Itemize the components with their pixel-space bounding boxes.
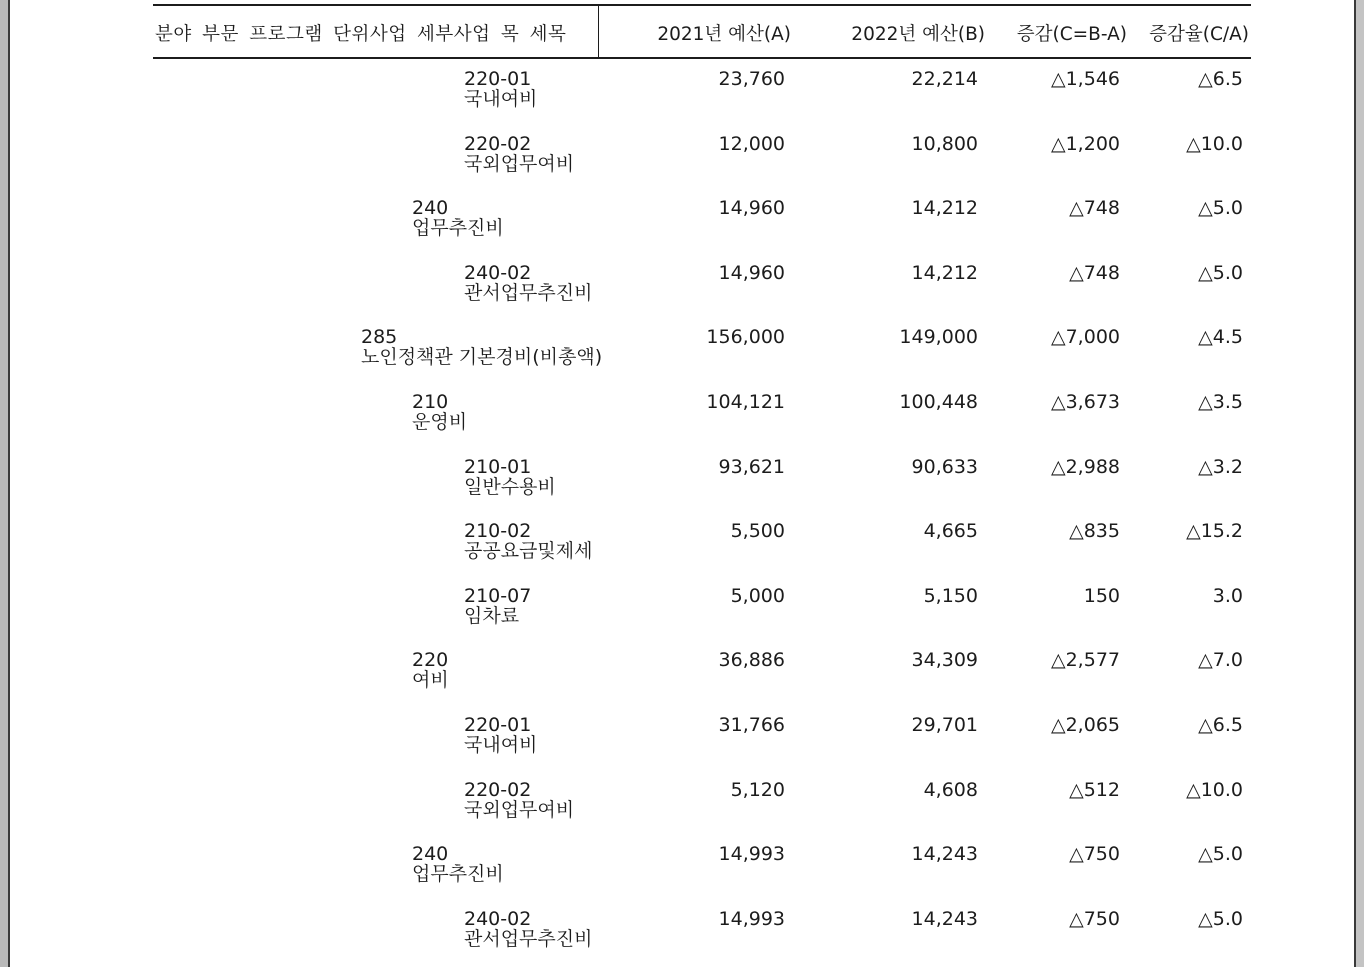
cell-budget-2021: 5,120	[730, 778, 785, 801]
row-code: 210-01	[464, 455, 532, 478]
table-body	[153, 59, 1251, 963]
row-name: 운영비	[412, 410, 468, 433]
row-label	[464, 715, 537, 755]
cell-change-rate: △7.0	[1198, 649, 1243, 672]
cell-budget-2022: 29,701	[911, 713, 978, 736]
header-change-rate: 증감율(C/A)	[1149, 24, 1249, 45]
row-label	[361, 327, 602, 367]
row-label	[464, 69, 537, 109]
row-label	[412, 392, 467, 432]
cell-budget-2021: 5,000	[730, 584, 785, 607]
cell-change: △3,673	[1050, 390, 1120, 413]
table-row	[153, 834, 1251, 899]
budget-table	[153, 4, 1251, 963]
row-label	[464, 134, 574, 174]
cell-budget-2021: 14,993	[718, 907, 785, 930]
row-code: 210-02	[464, 520, 532, 543]
window-right-border	[1354, 0, 1364, 967]
cell-budget-2022: 14,212	[911, 197, 978, 220]
cell-change-rate: △10.0	[1186, 132, 1243, 155]
row-name: 관서업무추진비	[464, 927, 593, 950]
row-label	[464, 780, 574, 820]
cell-budget-2021: 93,621	[718, 455, 785, 478]
cell-budget-2021: 104,121	[706, 390, 785, 413]
table-row	[153, 447, 1251, 512]
cell-budget-2022: 22,214	[911, 68, 978, 90]
cell-budget-2021: 156,000	[706, 326, 785, 349]
cell-change: △750	[1069, 907, 1120, 930]
cell-budget-2022: 4,608	[923, 778, 978, 801]
row-code: 240-02	[464, 907, 532, 930]
cell-change-rate: △15.2	[1186, 520, 1243, 543]
row-label	[412, 844, 504, 884]
cell-budget-2022: 34,309	[911, 649, 978, 672]
row-label	[464, 521, 592, 561]
table-row	[153, 253, 1251, 318]
cell-budget-2021: 14,960	[718, 261, 785, 284]
row-name: 국외업무여비	[464, 798, 575, 821]
row-code: 285	[361, 326, 398, 349]
cell-change-rate: △5.0	[1198, 907, 1243, 930]
table-row	[153, 640, 1251, 705]
cell-budget-2021: 14,993	[718, 843, 785, 866]
cell-budget-2021: 14,960	[718, 197, 785, 220]
row-code: 220	[412, 649, 449, 672]
table-row	[153, 124, 1251, 189]
row-name: 여비	[412, 669, 449, 692]
table-header	[153, 4, 1251, 59]
cell-change: △7,000	[1050, 326, 1120, 349]
cell-change: △2,988	[1050, 455, 1120, 478]
row-label	[464, 586, 531, 626]
row-label	[464, 909, 592, 949]
row-name: 공공요금및제세	[464, 540, 593, 563]
header-budget-2022: 2022년 예산(B)	[851, 24, 985, 45]
cell-change-rate: △6.5	[1198, 68, 1243, 90]
cell-budget-2022: 149,000	[899, 326, 978, 349]
row-name: 임차료	[464, 604, 520, 627]
header-divider	[598, 6, 599, 57]
cell-change: △835	[1069, 520, 1120, 543]
cell-change-rate: △3.5	[1198, 390, 1243, 413]
table-row	[153, 770, 1251, 835]
cell-change-rate: △5.0	[1198, 261, 1243, 284]
table-row	[153, 899, 1251, 964]
row-name: 노인정책관 기본경비(비총액)	[361, 346, 603, 369]
table-row	[153, 382, 1251, 447]
row-label	[412, 198, 504, 238]
row-code: 240-02	[464, 261, 532, 284]
cell-change: △2,065	[1050, 713, 1120, 736]
row-label	[464, 263, 592, 303]
table-row	[153, 188, 1251, 253]
cell-change-rate: △3.2	[1198, 455, 1243, 478]
row-name: 국내여비	[464, 88, 538, 110]
row-label	[464, 457, 556, 497]
cell-budget-2021: 5,500	[730, 520, 785, 543]
window-left-border	[0, 0, 10, 967]
cell-budget-2022: 4,665	[923, 520, 978, 543]
cell-budget-2022: 90,633	[911, 455, 978, 478]
row-name: 일반수용비	[464, 475, 556, 498]
header-change: 증감(C=B-A)	[1016, 24, 1127, 45]
cell-change: △512	[1069, 778, 1120, 801]
cell-budget-2022: 14,243	[911, 907, 978, 930]
row-code: 240	[412, 843, 449, 866]
row-name: 업무추진비	[412, 863, 504, 886]
cell-budget-2022: 14,243	[911, 843, 978, 866]
header-budget-2021: 2021년 예산(A)	[657, 24, 791, 45]
cell-budget-2021: 23,760	[718, 68, 785, 90]
cell-change: △748	[1069, 261, 1120, 284]
header-hierarchy: 분야 부문 프로그램 단위사업 세부사업 목 세목	[155, 24, 567, 45]
table-row	[153, 317, 1251, 382]
row-code: 220-01	[464, 713, 532, 736]
cell-change-rate: △4.5	[1198, 326, 1243, 349]
row-name: 국외업무여비	[464, 152, 575, 175]
row-code: 210	[412, 390, 449, 413]
cell-change: 150	[1083, 584, 1120, 607]
row-code: 240	[412, 197, 449, 220]
cell-change: △1,200	[1050, 132, 1120, 155]
cell-change-rate: △5.0	[1198, 197, 1243, 220]
cell-budget-2022: 14,212	[911, 261, 978, 284]
row-name: 국내여비	[464, 733, 538, 756]
cell-change-rate: △10.0	[1186, 778, 1243, 801]
row-code: 220-02	[464, 778, 532, 801]
row-code: 220-02	[464, 132, 532, 155]
table-row	[153, 576, 1251, 641]
row-name: 관서업무추진비	[464, 281, 593, 304]
row-name: 업무추진비	[412, 217, 504, 240]
row-label	[412, 650, 449, 690]
cell-change-rate: △5.0	[1198, 843, 1243, 866]
cell-budget-2021: 12,000	[718, 132, 785, 155]
cell-change-rate: △6.5	[1198, 713, 1243, 736]
cell-change: △2,577	[1050, 649, 1120, 672]
cell-change-rate: 3.0	[1212, 584, 1243, 607]
table-row	[153, 705, 1251, 770]
row-code: 210-07	[464, 584, 532, 607]
cell-budget-2022: 10,800	[911, 132, 978, 155]
cell-budget-2021: 31,766	[718, 713, 785, 736]
cell-change: △748	[1069, 197, 1120, 220]
cell-change: △750	[1069, 843, 1120, 866]
cell-budget-2022: 100,448	[899, 390, 978, 413]
table-row	[153, 59, 1251, 124]
row-code: 220-01	[464, 68, 532, 90]
cell-change: △1,546	[1050, 68, 1120, 90]
cell-budget-2021: 36,886	[718, 649, 785, 672]
cell-budget-2022: 5,150	[923, 584, 978, 607]
table-row	[153, 511, 1251, 576]
